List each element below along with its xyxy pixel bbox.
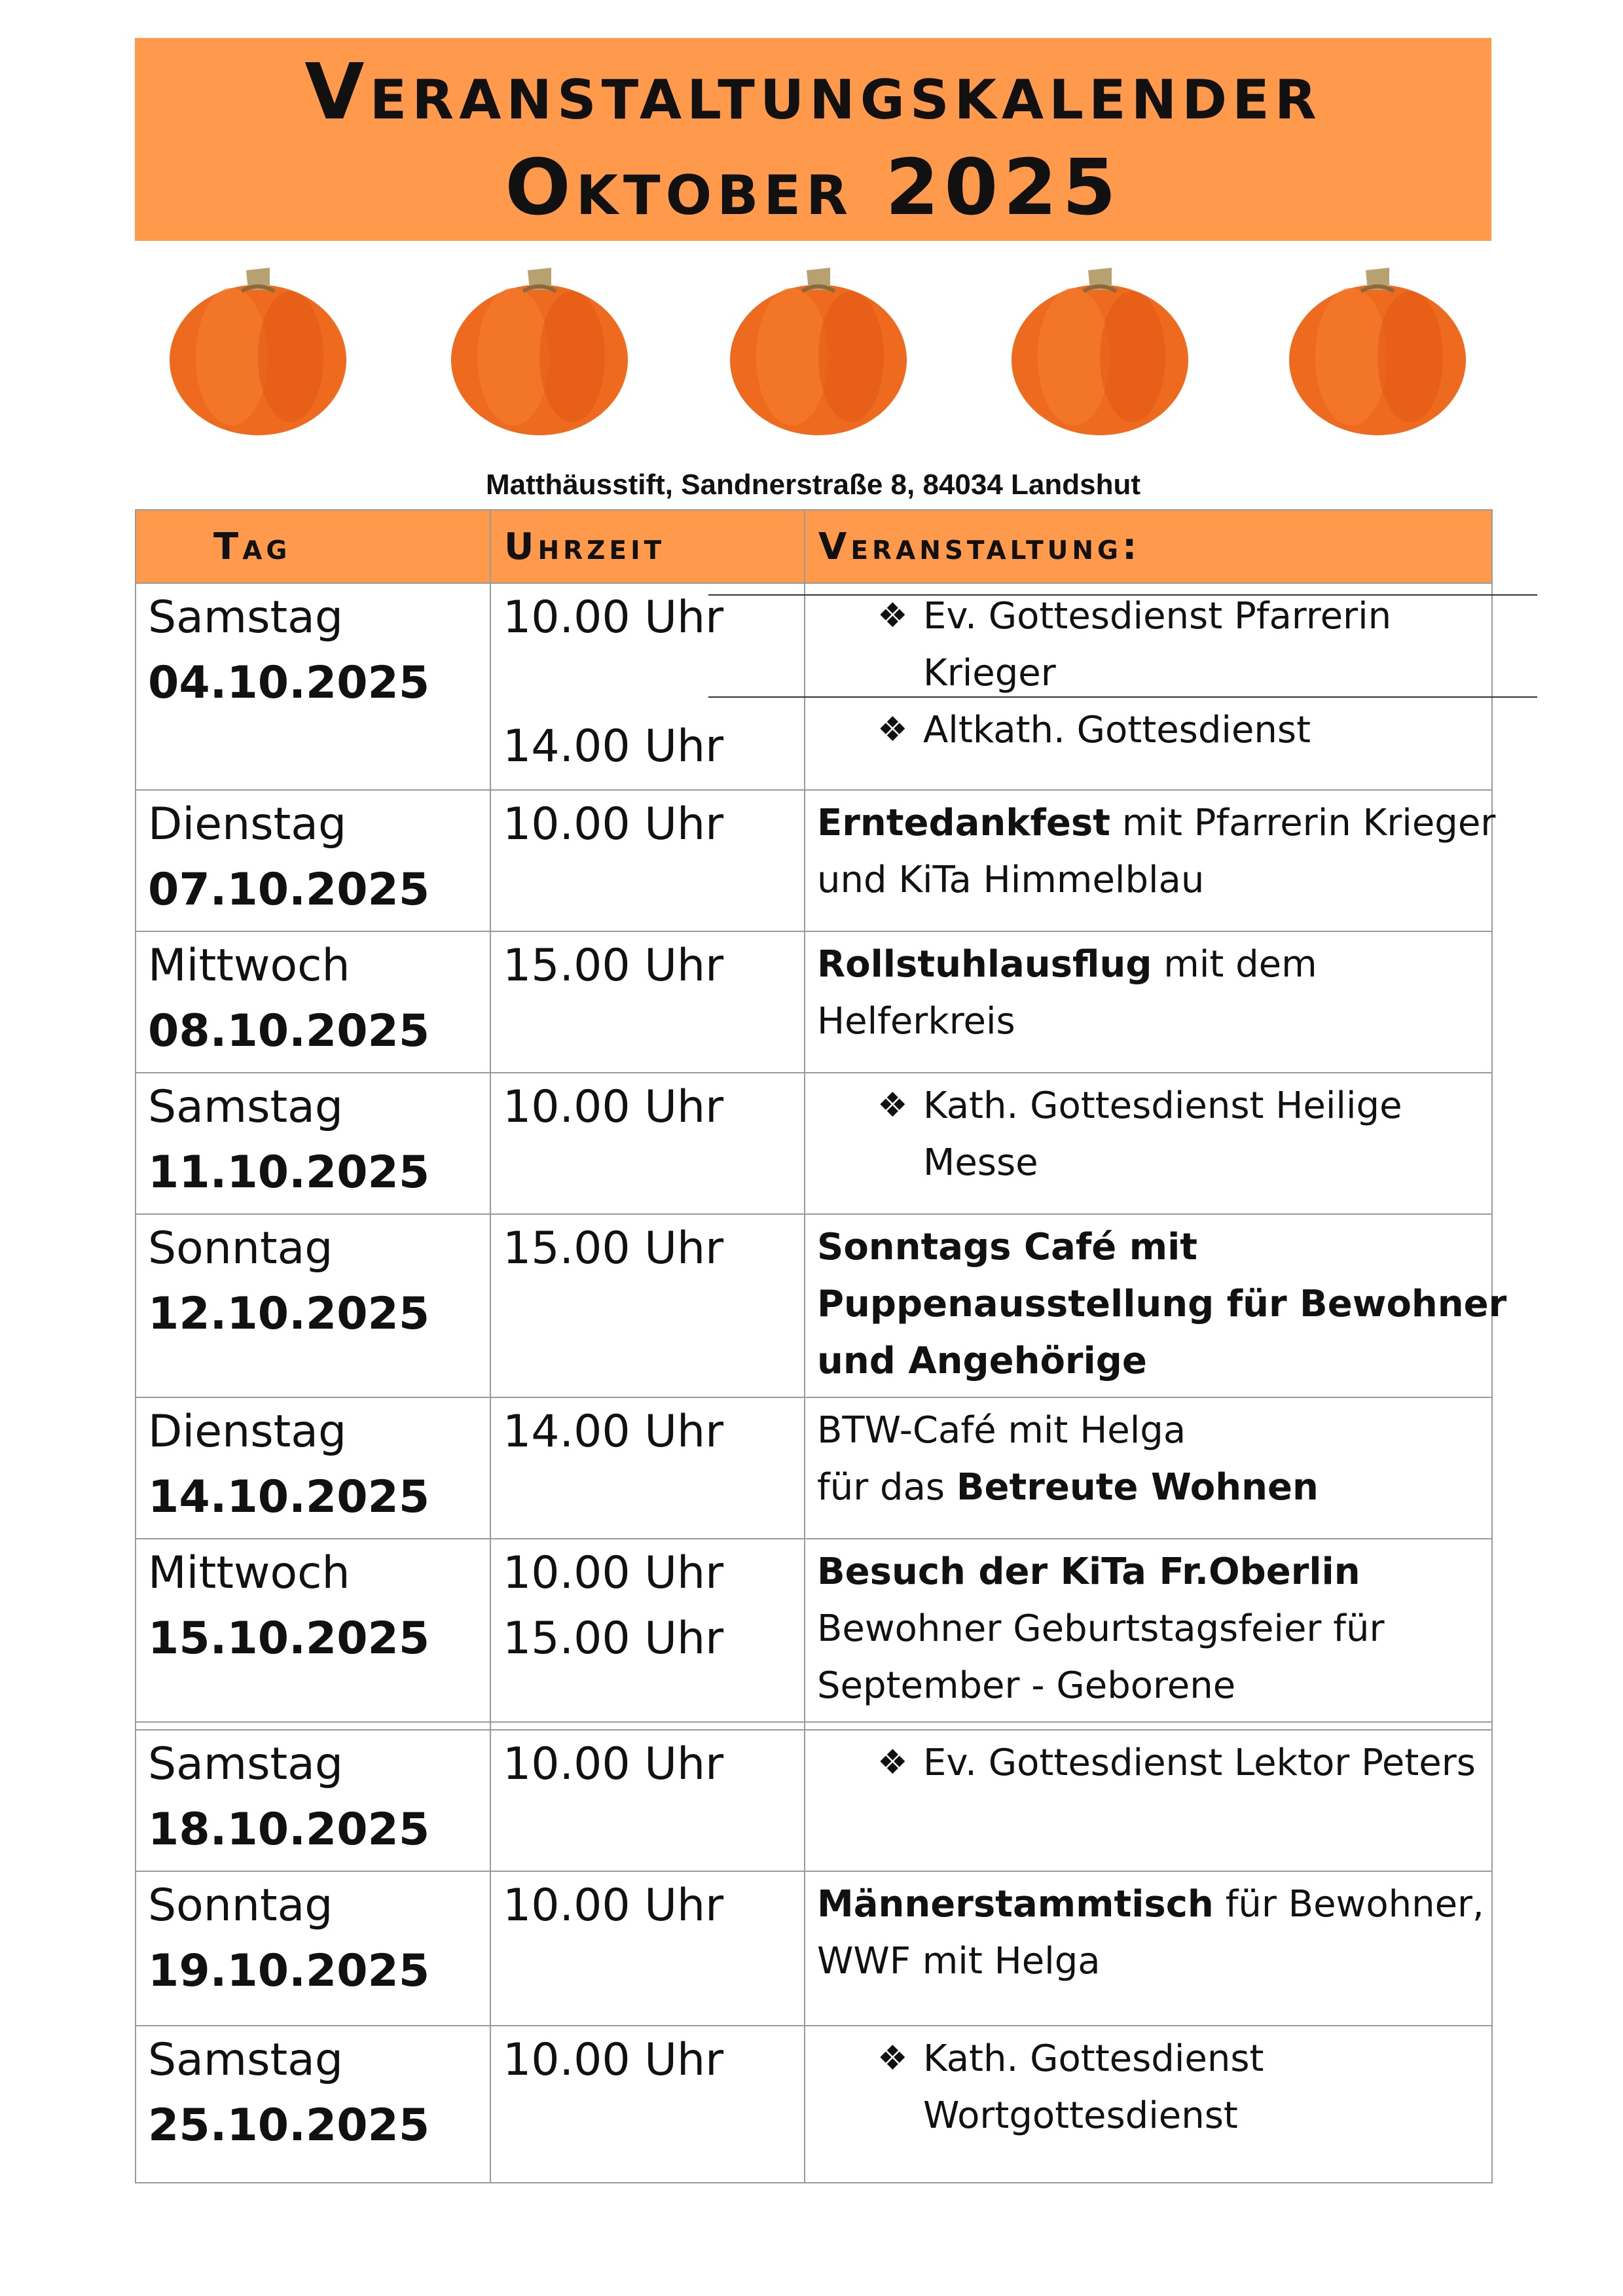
event-title: Rollstuhlausflug	[817, 943, 1152, 986]
event-text: September - Geborene	[817, 1664, 1236, 1707]
event-text: WWF mit Helga	[817, 1940, 1101, 1982]
event-cell	[805, 2026, 1492, 2183]
date: 08.10.2025	[148, 1005, 430, 1057]
event-text: Altkath. Gottesdienst	[923, 709, 1311, 751]
pumpkin-image	[727, 259, 910, 439]
title-banner	[135, 38, 1491, 241]
table-row	[136, 790, 1492, 931]
table-row	[136, 1730, 1492, 1871]
time-cell	[490, 1397, 805, 1539]
event-text: Krieger	[923, 652, 1056, 694]
event-text: Helferkreis	[817, 1000, 1015, 1043]
date: 11.10.2025	[148, 1147, 430, 1198]
event-text: und KiTa Himmelblau	[817, 859, 1205, 901]
bullet-icon: ❖	[877, 710, 908, 749]
time: 10.00 Uhr	[503, 1547, 724, 1599]
event-bullet	[817, 702, 1485, 759]
column-header-day: Tag	[136, 510, 490, 583]
date: 18.10.2025	[148, 1804, 430, 1856]
time-cell	[490, 1539, 805, 1722]
day-cell	[136, 1730, 490, 1871]
bullet-icon: ❖	[877, 1086, 908, 1125]
event-text: Ev. Gottesdienst Lektor Peters	[923, 1742, 1476, 1784]
event-cell	[805, 1397, 1492, 1539]
weekday: Samstag	[148, 592, 343, 643]
time-cell	[490, 1214, 805, 1397]
column-header-event: Veranstaltung:	[805, 510, 1492, 583]
weekday: Sonntag	[148, 1223, 333, 1274]
time-cell	[490, 2026, 805, 2183]
event-cell	[805, 1214, 1507, 1397]
table-row	[136, 1073, 1492, 1214]
event-title: Betreute Wohnen	[956, 1466, 1319, 1509]
time: 10.00 Uhr	[503, 592, 724, 643]
time-cell	[490, 931, 805, 1073]
weekday: Samstag	[148, 1738, 343, 1790]
event-text: Messe	[923, 1141, 1038, 1184]
event-cell	[805, 1073, 1492, 1214]
event-cell	[805, 583, 1492, 790]
time: 14.00 Uhr	[503, 721, 724, 772]
event-text: Kath. Gottesdienst Heilige	[923, 1085, 1402, 1127]
page-subtitle: Oktober 2025	[505, 142, 1122, 232]
date: 04.10.2025	[148, 657, 430, 709]
day-cell	[136, 583, 490, 790]
day-cell	[136, 1397, 490, 1539]
event-text: für das	[817, 1466, 957, 1509]
time-cell	[490, 1073, 805, 1214]
date: 19.10.2025	[148, 1945, 430, 1997]
event-title: Männerstammtisch	[817, 1883, 1214, 1926]
weekday: Mittwoch	[148, 1547, 350, 1599]
table-row	[136, 583, 1492, 790]
time: 10.00 Uhr	[503, 2034, 724, 2086]
day-cell	[136, 1073, 490, 1214]
table-row	[136, 1539, 1492, 1722]
time-cell	[490, 1871, 805, 2026]
bullet-icon: ❖	[877, 1743, 908, 1782]
time-cell	[490, 790, 805, 931]
day-cell	[136, 1539, 490, 1722]
pumpkin-image	[1008, 259, 1192, 439]
pumpkin-row	[135, 259, 1491, 439]
table-row	[136, 931, 1492, 1073]
pumpkin-image	[1286, 259, 1469, 439]
event-text: Kath. Gottesdienst	[923, 2037, 1264, 2080]
event-cell	[805, 1539, 1492, 1722]
weekday: Samstag	[148, 1081, 343, 1133]
page-title: Veranstaltungskalender	[304, 46, 1322, 137]
event-bullet	[817, 2030, 1485, 2144]
event-cell	[805, 1871, 1492, 2026]
time: 10.00 Uhr	[503, 1738, 724, 1790]
weekday: Dienstag	[148, 1406, 347, 1458]
event-cell	[805, 931, 1492, 1073]
day-cell	[136, 931, 490, 1073]
event-title: Sonntags Café mit	[817, 1226, 1198, 1268]
table-row	[136, 1214, 1492, 1397]
pumpkin-image	[448, 259, 631, 439]
day-cell	[136, 790, 490, 931]
event-text: Ev. Gottesdienst Pfarrerin	[923, 595, 1392, 637]
event-calendar-table	[135, 509, 1507, 2183]
day-cell	[136, 1871, 490, 2026]
event-title: Besuch der KiTa Fr.Oberlin	[817, 1551, 1360, 1593]
time: 10.00 Uhr	[503, 798, 724, 850]
event-title: Puppenausstellung für Bewohner	[817, 1283, 1507, 1325]
event-text: für Bewohner,	[1213, 1883, 1484, 1926]
table-header-row	[136, 510, 1492, 583]
event-bullet	[817, 1734, 1485, 1791]
pumpkin-image	[166, 259, 350, 439]
time-cell	[490, 1730, 805, 1871]
date: 14.10.2025	[148, 1471, 430, 1523]
column-header-time: Uhrzeit	[490, 510, 805, 583]
weekday: Sonntag	[148, 1880, 333, 1931]
time: 15.00 Uhr	[503, 940, 724, 992]
date: 25.10.2025	[148, 2100, 430, 2151]
weekday: Samstag	[148, 2034, 343, 2086]
time: 10.00 Uhr	[503, 1880, 724, 1931]
event-text: mit Pfarrerin Krieger	[1110, 802, 1496, 844]
date: 07.10.2025	[148, 864, 430, 916]
time: 10.00 Uhr	[503, 1081, 724, 1133]
day-cell	[136, 2026, 490, 2183]
day-cell	[136, 1214, 490, 1397]
weekday: Mittwoch	[148, 940, 350, 992]
event-text: Wortgottesdienst	[923, 2094, 1238, 2137]
event-cell	[805, 790, 1496, 931]
time: 15.00 Uhr	[503, 1223, 724, 1274]
weekday: Dienstag	[148, 798, 347, 850]
event-text: Bewohner Geburtstagsfeier für	[817, 1607, 1385, 1650]
date: 15.10.2025	[148, 1613, 430, 1664]
event-text: BTW-Café mit Helga	[817, 1409, 1186, 1452]
event-title: Erntedankfest	[817, 802, 1110, 844]
table-row	[136, 2026, 1492, 2183]
event-bullet	[817, 588, 1485, 702]
bullet-icon: ❖	[877, 596, 908, 636]
event-text: mit dem	[1152, 943, 1317, 986]
event-cell	[805, 1730, 1492, 1871]
event-title: und Angehörige	[817, 1340, 1147, 1382]
event-bullet	[817, 1077, 1485, 1191]
time: 15.00 Uhr	[503, 1613, 724, 1664]
bullet-icon: ❖	[877, 2039, 908, 2078]
address-line: Matthäusstift, Sandnerstraße 8, 84034 Landshut	[485, 469, 1141, 501]
table-row	[136, 1871, 1492, 2026]
table-row	[136, 1397, 1492, 1539]
table-spacer	[136, 1722, 1492, 1730]
time: 14.00 Uhr	[503, 1406, 724, 1458]
time-cell	[490, 583, 805, 790]
date: 12.10.2025	[148, 1288, 430, 1340]
